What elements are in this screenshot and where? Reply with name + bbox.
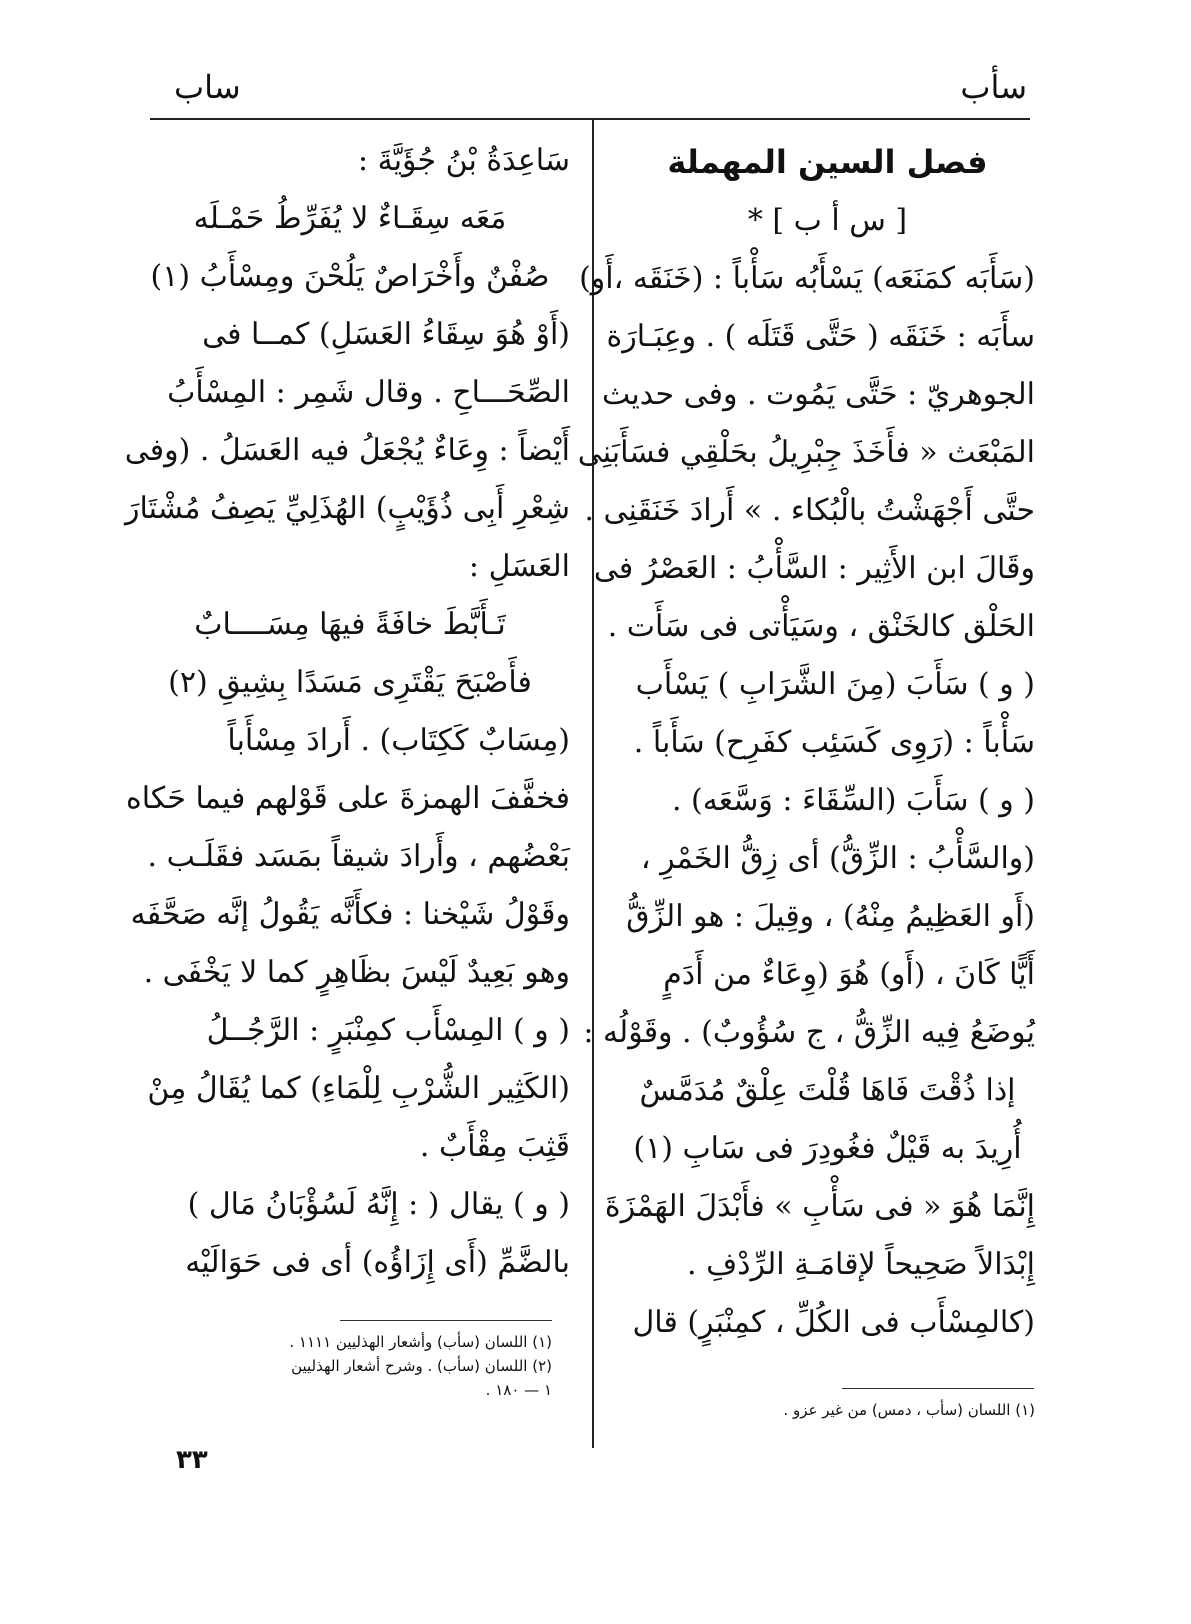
text-line: وقَوْلُ شَيْخنا : فكأَنَّه يَقُولُ إنَّه صَحَّفَه bbox=[130, 897, 570, 932]
footnote: (١) اللسان (سأب) وأشعار الهذليين ١١١١ . bbox=[289, 1333, 552, 1351]
footnote-rule-right bbox=[842, 1388, 1034, 1389]
text-line: (كالمِسْأَب فى الكُلِّ ، كمِنْبَرٍ) قال bbox=[632, 1305, 1035, 1340]
footnote: (٢) اللسان (سأب) . وشرح أشعار الهذليين bbox=[291, 1357, 552, 1375]
text-line: الحَلْق كالخَنْق ، وسَيَأْتى فى سَأَت . bbox=[607, 609, 1035, 644]
text-line: إِنَّمَا هُوَ « فى سَأْبِ » فأَبْدَلَ الهَمْزَةَ bbox=[604, 1189, 1035, 1224]
text-line: (أَو العَظِيمُ مِنْهُ) ، وقِيلَ : هو الزِّقُّ bbox=[626, 899, 1035, 934]
verse-line: أُرِيدَ به قَيْلٌ فغُودِرَ فى سَابِ (١) bbox=[633, 1131, 1022, 1166]
left-column bbox=[124, 132, 570, 1292]
section-title: فصل السين المهملة bbox=[667, 143, 988, 181]
page-number: ٣٣ bbox=[176, 1445, 208, 1475]
text-line: (أَوْ هُوَ سِقَاءُ العَسَلِ) كمــا فى bbox=[202, 317, 570, 352]
text-line: الصِّحَـــاحِ . وقال شَمِر : المِسْأَبُ bbox=[167, 375, 570, 410]
text-line: إِبْدَالاً صَحِيحاً لإقامَـةِ الرِّدْفِ . bbox=[687, 1247, 1035, 1282]
footnote: (١) اللسان (سأب ، دمس) من غير عزو . bbox=[783, 1401, 1035, 1419]
root-heading: [ س أ ب ] * bbox=[747, 203, 908, 238]
text-line: الجوهريّ : حَتَّى يَمُوت . وفى حديث bbox=[601, 377, 1035, 412]
text-line: يُوضَعُ فِيه الزِّقُّ ، ج سُؤُوبٌ) . وقَوْلُه : bbox=[583, 1015, 1035, 1050]
running-header-right: سأب bbox=[960, 68, 1027, 106]
column-divider bbox=[592, 120, 594, 1448]
header-rule bbox=[150, 118, 1030, 120]
text-line: قَثِبَ مِقْأَبٌ . bbox=[419, 1129, 570, 1164]
verse-line: مَعَه سِقَـاءٌ لا يُفَرِّطُ حَمْـلَه bbox=[193, 201, 507, 236]
text-line: سَأْباً : (رَوِى كَسَئِب كفَرِح) سَأَباً . bbox=[633, 725, 1035, 760]
text-line: ( و ) المِسْأَب كمِنْبَرٍ : الرَّجُــلُ bbox=[206, 1013, 570, 1048]
text-line: أَيًّا كَانَ ، (أَو) هُوَ (وِعَاءٌ من أَدَمٍ bbox=[663, 957, 1035, 992]
verse-line: صُفْنٌ وأَخْرَاصٌ يَلُحْنَ ومِسْأَبُ (١) bbox=[150, 259, 550, 294]
footnote-rule-left bbox=[340, 1320, 552, 1321]
text-line: المَبْعَث « فأَخَذَ جِبْرِيلُ بحَلْقِي فسَأَبَنِى bbox=[577, 435, 1035, 470]
text-line: وقَالَ ابن الأَثِير : السَّأْبُ : العَصْرُ فى bbox=[593, 551, 1035, 586]
text-line: حتَّى أَجْهَشْتُ بالْبُكاء . » أَرادَ خَنَقَنِى . bbox=[584, 493, 1035, 528]
text-line: ( و ) سَأَبَ (السِّقَاءَ : وَسَّعَه) . bbox=[671, 783, 1035, 818]
footnotes-right bbox=[700, 1398, 1035, 1422]
text-line: (مِسَابٌ كَكِتَاب) . أَرادَ مِسْأَباً bbox=[227, 723, 570, 758]
text-line: (الكَثِير الشُّرْبِ لِلْمَاءِ) كما يُقَالُ مِنْ bbox=[147, 1071, 570, 1106]
verse-line: تَـأَبَّطَ خافَةً فيهَا مِسَــــابٌ bbox=[194, 607, 506, 642]
text-line: بَعْضُهم ، وأَرادَ شيقاً بمَسَد فقَلَـب . bbox=[147, 839, 570, 874]
text-line: وهو بَعِيدٌ لَيْسَ بظَاهِرٍ كما لا يَخْفَى . bbox=[143, 955, 570, 990]
text-line: سأَبَه : خَنَقَه ( حَتَّى قَتَلَه ) . وعِبَـارَة bbox=[606, 319, 1035, 354]
text-line: فخفَّفَ الهمزةَ على قَوْلهم فيما حَكاه bbox=[126, 781, 570, 816]
right-column bbox=[577, 132, 1035, 1352]
text-line: سَاعِدَةُ بْنُ جُؤَيَّةَ : bbox=[357, 143, 570, 178]
text-line: (سَأَبَه كمَنَعَه) يَسْأَبُه سَأْباً : (خَنَقَه ،أَو) bbox=[579, 261, 1035, 296]
verse-line: فأَصْبَحَ يَقْتَرِى مَسَدًا بِشِيقِ (٢) bbox=[168, 665, 532, 700]
footnote: ١ — ١٨٠ . bbox=[485, 1381, 552, 1399]
text-line: ( و ) سَأَبَ (مِنَ الشَّرَابِ ) يَسْأَب bbox=[635, 667, 1035, 702]
text-line: بالضَّمِّ (أَى إِزَاؤُه) أى فى حَوَالَيْه bbox=[185, 1245, 570, 1280]
verse-line: إذا ذُقْتَ فَاهَا قُلْتَ عِلْقٌ مُدَمَّسٌ bbox=[639, 1073, 1016, 1108]
text-line: العَسَلِ : bbox=[468, 549, 570, 584]
text-line: ( و ) يقال ( : إِنَّهُ لَسُؤْبَانُ مَال ) bbox=[187, 1187, 570, 1222]
text-line: (والسَّأْبُ : الزِّقُّ) أى زِقُّ الخَمْرِ ، bbox=[640, 841, 1035, 876]
running-header-left: ساب bbox=[174, 68, 241, 106]
text-line: شِعْرِ أَبِى ذُؤَيْبٍ) الهُذَلِيِّ يَصِفُ مُشْتَارَ bbox=[124, 491, 570, 526]
footnotes-left bbox=[180, 1330, 552, 1402]
text-line: أَيْضاً : وِعَاءٌ يُجْعَلُ فيه العَسَلُ . (وفى bbox=[124, 433, 570, 468]
